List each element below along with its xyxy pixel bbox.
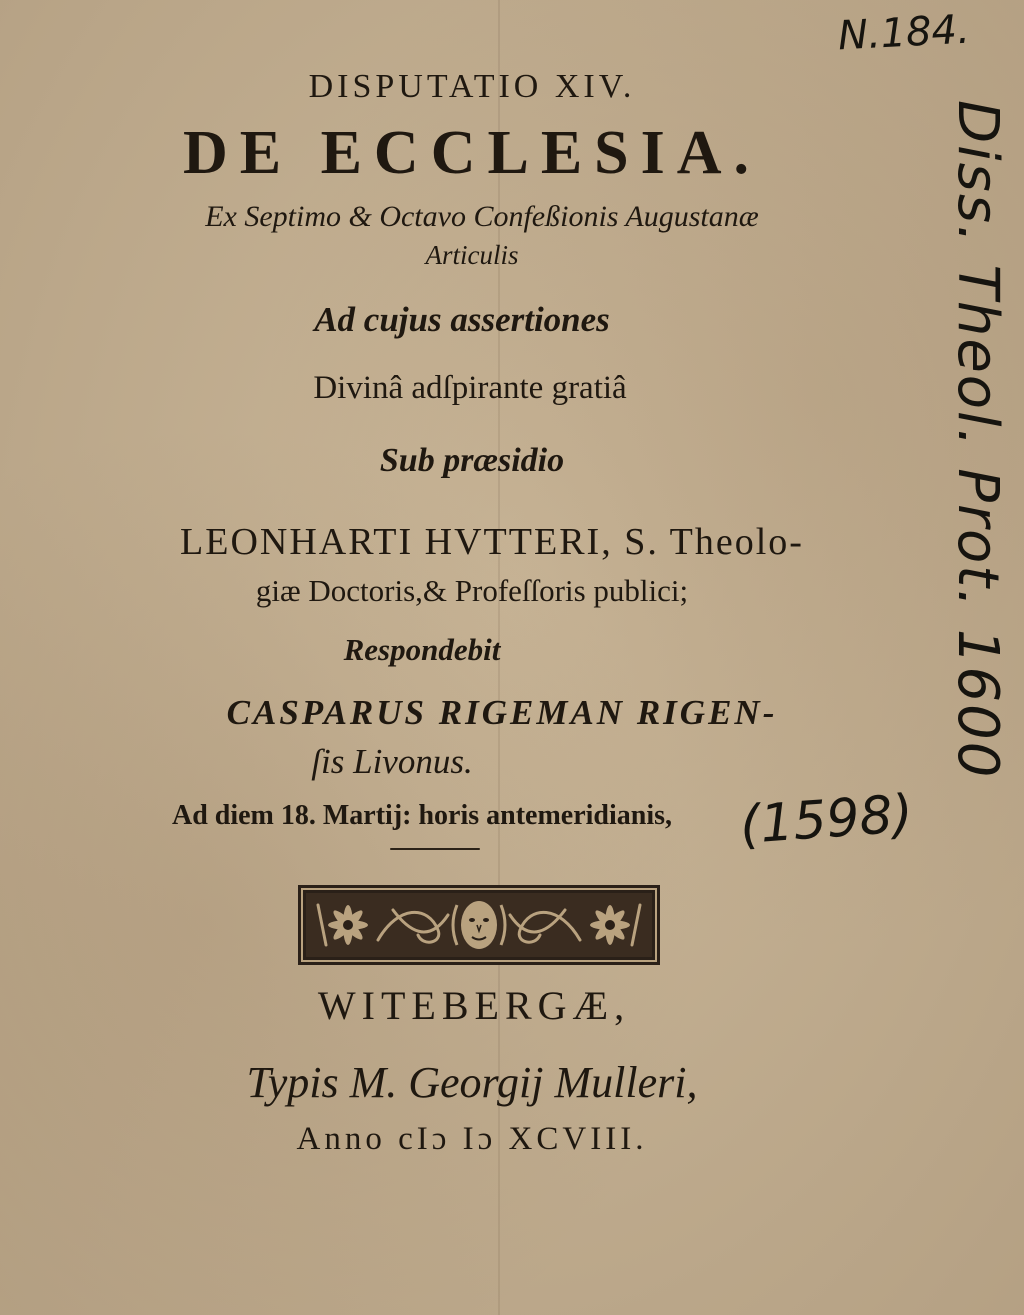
imprint-printer: Typis M. Georgij Mulleri, (246, 1058, 698, 1107)
praeses-line-1: LEONHARTI HVTTERI, S. Theolo- (180, 521, 804, 563)
source-line-2: Articulis (425, 240, 519, 270)
praeses-line-2: giæ Doctoris,& Profeſſoris publici; (255, 573, 689, 608)
source-line-1: Ex Septimo & Octavo Confeßionis Augustanæ (205, 200, 759, 233)
respondebit-line: Respondebit (343, 632, 501, 667)
handwritten-shelf-number: N.184. (836, 6, 971, 60)
date-line: Ad diem 18. Martij: horis antemeridianis, (171, 800, 673, 831)
disputation-number: DISPUTATIO XIV. (308, 68, 636, 105)
divina-line: Divinâ adſpirante gratiâ (313, 370, 627, 406)
main-title: DE ECCLESIA. (182, 119, 762, 187)
sub-praesidio-line: Sub præsidio (379, 442, 565, 479)
left-rosette-icon (328, 905, 368, 945)
handwritten-vertical-note: Diss. Theol. Prot. 1600 (945, 100, 1010, 780)
respondent-line-2: ſis Livonus. (311, 742, 473, 781)
right-rosette-icon (590, 905, 630, 945)
imprint-place: WITEBERGÆ, (317, 983, 631, 1028)
imprint-year: Anno cIɔ Iɔ XCVIII. (296, 1121, 648, 1157)
respondent-line-1: CASPARUS RIGEMAN RIGEN- (226, 693, 778, 732)
handwritten-date-note: (1598) (738, 784, 915, 856)
woodcut-ornament (298, 885, 660, 965)
ad-cujus-line: Ad cujus assertiones (314, 300, 610, 339)
ink-underline (390, 848, 480, 850)
